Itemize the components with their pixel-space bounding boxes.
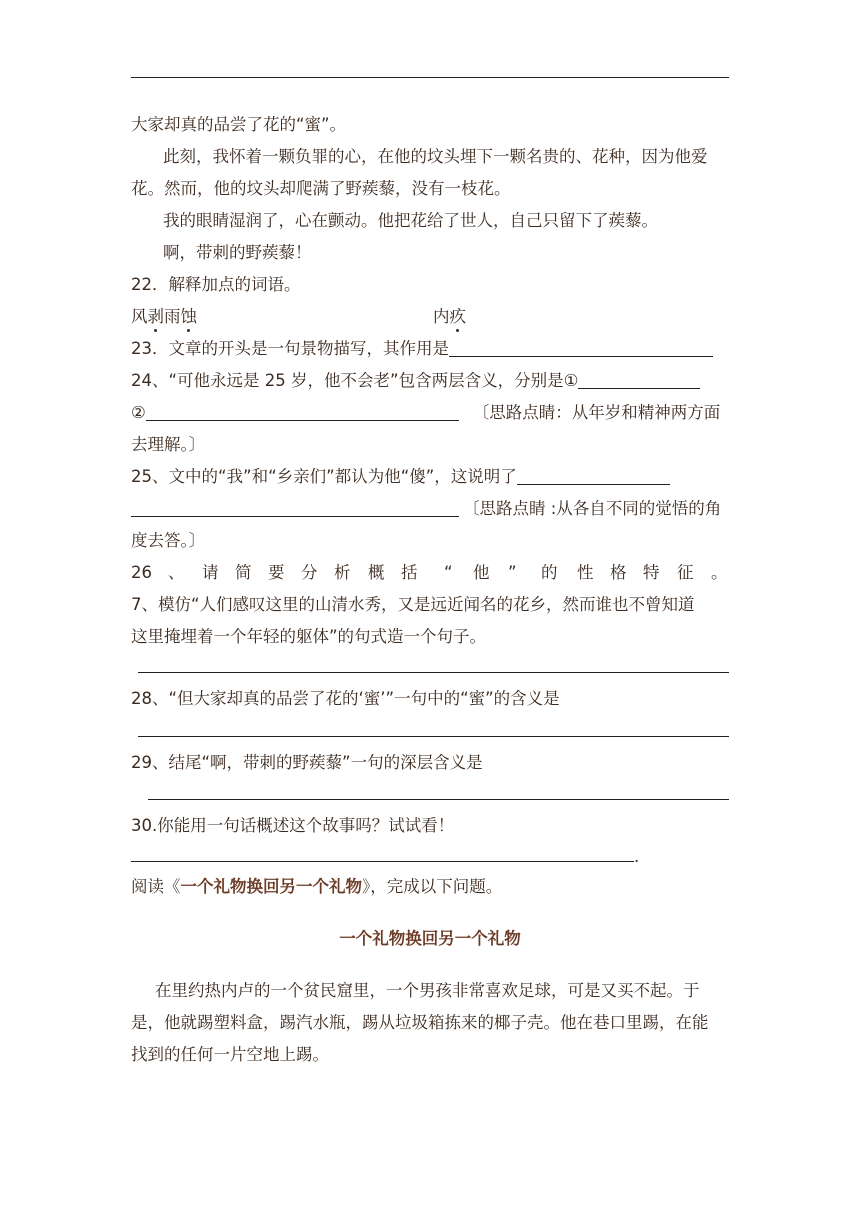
answer-blank[interactable] xyxy=(578,372,700,389)
question-23: 23．文章的开头是一句景物描写，其作用是 xyxy=(131,338,713,360)
question-28: 28、“但大家却真的品尝了花的‘蜜’”一句中的“蜜”的含义是 xyxy=(131,689,560,708)
answer-line-end: . xyxy=(634,847,640,866)
question-30: 30.你能用一句话概述这个故事吗？试试看！ xyxy=(131,816,455,835)
answer-line[interactable] xyxy=(138,736,729,737)
passage-line: 此刻，我怀着一颗负罪的心，在他的坟头埋下一颗名贵的、花种，因为他爱 xyxy=(163,147,708,166)
question-25-cont: 〔思路点睛 :从各自不同的觉悟的角 xyxy=(131,498,721,520)
question-26: 26 、 请 简 要 分 析 概 括 “ 他 ” 的 性 格 特 征 。 xyxy=(131,563,728,582)
question-24-cont: ② 〔思路点睛：从年岁和精神两方面 xyxy=(131,403,721,422)
question-27-cont: 这里掩埋着一个年轻的躯体”的句式造一个句子。 xyxy=(131,627,487,646)
reading-intro-title: 一个礼物换回另一个礼物 xyxy=(180,877,362,896)
question-29: 29、结尾“啊，带刺的野蒺藜”一句的深层含义是 xyxy=(131,753,483,772)
answer-blank[interactable] xyxy=(449,340,713,357)
header-rule xyxy=(131,77,729,78)
answer-line[interactable] xyxy=(138,672,729,673)
question-25: 25、文中的“我”和“乡亲们”都认为他“傻”，这说明了 xyxy=(131,466,670,488)
passage-line: 花。然而，他的坟头却爬满了野蒺藜，没有一枝花。 xyxy=(131,179,511,198)
answer-blank[interactable] xyxy=(517,468,670,485)
dotted-word-2: 内疚 xyxy=(433,307,466,326)
dotted-char: 蚀 xyxy=(180,307,197,326)
answer-blank[interactable] xyxy=(131,500,459,517)
reading-intro: 阅读《一个礼物换回另一个礼物》，完成以下问题。 xyxy=(131,877,503,896)
article-line: 找到的任何一片空地上踢。 xyxy=(131,1045,329,1064)
article-line: 是，他就踢塑料盒，踢汽水瓶，踢从垃圾箱拣来的椰子壳。他在巷口里踢，在能 xyxy=(131,1013,709,1032)
question-24-hint-end: 去理解。〕 xyxy=(131,435,206,454)
article-title: 一个礼物换回另一个礼物 xyxy=(339,929,521,948)
passage-line: 我的眼睛湿润了，心在颤动。他把花给了世人，自己只留下了蒺藜。 xyxy=(163,211,658,230)
question-22: 22．解释加点的词语。 xyxy=(131,275,301,294)
passage-line: 啊，带刺的野蒺藜！ xyxy=(163,243,312,262)
dotted-word-1: 风剥雨蚀 xyxy=(131,307,197,326)
question-27: 7、模仿“人们感叹这里的山清水秀，又是远近闻名的花乡，然而谁也不曾知道 xyxy=(131,595,695,614)
answer-blank[interactable] xyxy=(146,404,459,421)
article-line: 在里约热内卢的一个贫民窟里，一个男孩非常喜欢足球，可是又买不起。于 xyxy=(155,981,700,1000)
question-25-hint-end: 度去答。〕 xyxy=(131,531,206,550)
question-24: 24、“可他永远是 25 岁，他不会老”包含两层含义，分别是① xyxy=(131,370,700,392)
answer-line[interactable] xyxy=(148,799,729,800)
answer-line[interactable] xyxy=(131,861,634,862)
dotted-char: 剥 xyxy=(147,307,164,326)
passage-line: 大家却真的品尝了花的“蜜”。 xyxy=(131,115,347,134)
dotted-char: 疚 xyxy=(449,307,466,326)
